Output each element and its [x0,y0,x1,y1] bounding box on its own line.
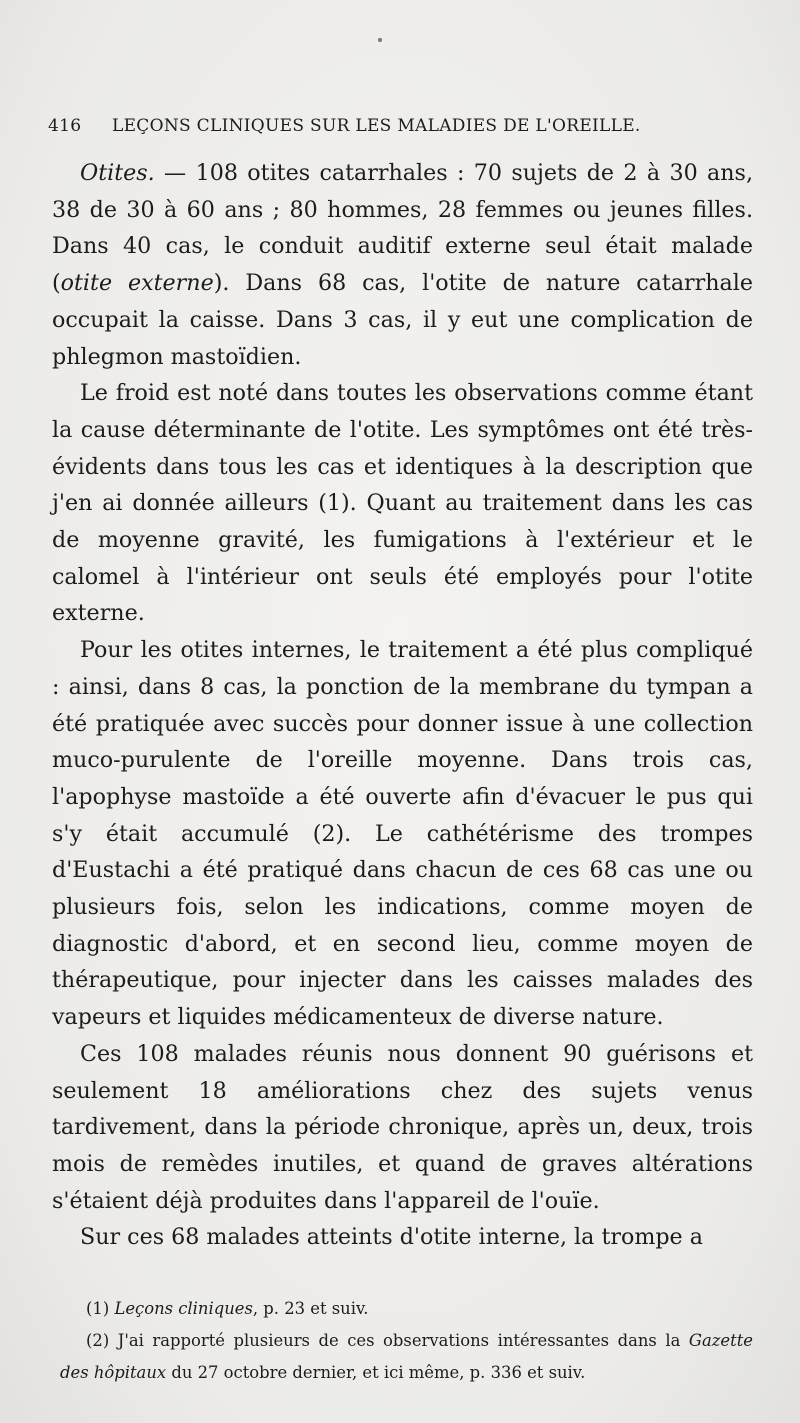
footnotes [60,1293,753,1389]
paragraph-treatment: Pour les otites internes, le traitement a été plus compliqué : ainsi, dans 8 cas, la ponction de la membrane du tympan a été pratiquée avec succès pour donner issue à une collection muco-purulente de l'oreille moyenne. Dans trois cas, l'apophyse mastoïde a été ouverte afin d'évacuer le pus qui s'y était accumulé (2). Le cathétérisme des trompes d'Eustachi a été pratiqué dans chacun de ces 68 cas une ou plusieurs fois, selon les indications, comme moyen de diagnostic d'abord, et en second lieu, comme moyen de thérapeutique, pour injecter dans les caisses malades des vapeurs et liquides médicamenteux de diverse nature. [52,637,753,1031]
paragraph-cause: Le froid est noté dans toutes les observations comme étant la cause déterminante de l'otite. Les symptômes ont été très-évidents dans tous les cas et identiques à la description que j'en ai donnée ailleurs (1). Quant au traitement dans les cas de moyenne gravité, les fumigations à l'extérieur et le calomel à l'intérieur ont seuls été employés pour l'otite externe. [52,380,753,627]
cited-work: Leçons cliniques [114,1299,253,1318]
paragraph-otites [52,155,753,375]
page-number: 416 [48,116,82,136]
paragraph-continuation: Sur ces 68 malades atteints d'otite interne, la trompe a [80,1224,703,1251]
footnote-marker: (1) [86,1299,115,1318]
body-text [52,155,753,1256]
footnote-1 [60,1293,753,1325]
italic-term: otite externe [60,270,214,297]
paragraph-text: ). Dans 68 cas, l'otite de nature catarrhale occupait la caisse. Dans 3 cas, il y eut une complication de phlegmon mastoïdien. [52,270,754,370]
running-header [48,116,748,136]
footnote-2 [60,1325,753,1389]
paragraph-results: Ces 108 malades réunis nous donnent 90 guérisons et seulement 18 améliorations chez des sujets venus tardivement, dans la période chronique, après un, deux, trois mois de remèdes inutiles, et quand de graves altérations s'étaient déjà produites dans l'appareil de l'ouïe. [52,1040,753,1214]
footnote-text: , p. 23 et suiv. [252,1299,369,1318]
running-title: LEÇONS CLINIQUES SUR LES MALADIES DE L'OREILLE. [112,116,641,136]
paragraph-text: — 108 otites catarrhales : 70 sujets de 2 à 30 ans, 38 de 30 à 60 ans ; 80 hommes, 28 femmes ou jeunes filles. Dans 40 cas, le conduit auditif externe seul était malade ( [52,160,753,297]
paragraph-lead: Otites. [80,160,155,186]
footnote-marker: (2) [86,1331,118,1350]
footnote-text: du 27 octobre dernier, et ici même, p. 336 et suiv. [166,1363,586,1382]
print-speck [378,38,382,42]
footnote-text: J'ai rapporté plusieurs de ces observations intéressantes dans la [117,1331,689,1350]
cited-journal: Gazette des hôpitaux [60,1331,753,1382]
